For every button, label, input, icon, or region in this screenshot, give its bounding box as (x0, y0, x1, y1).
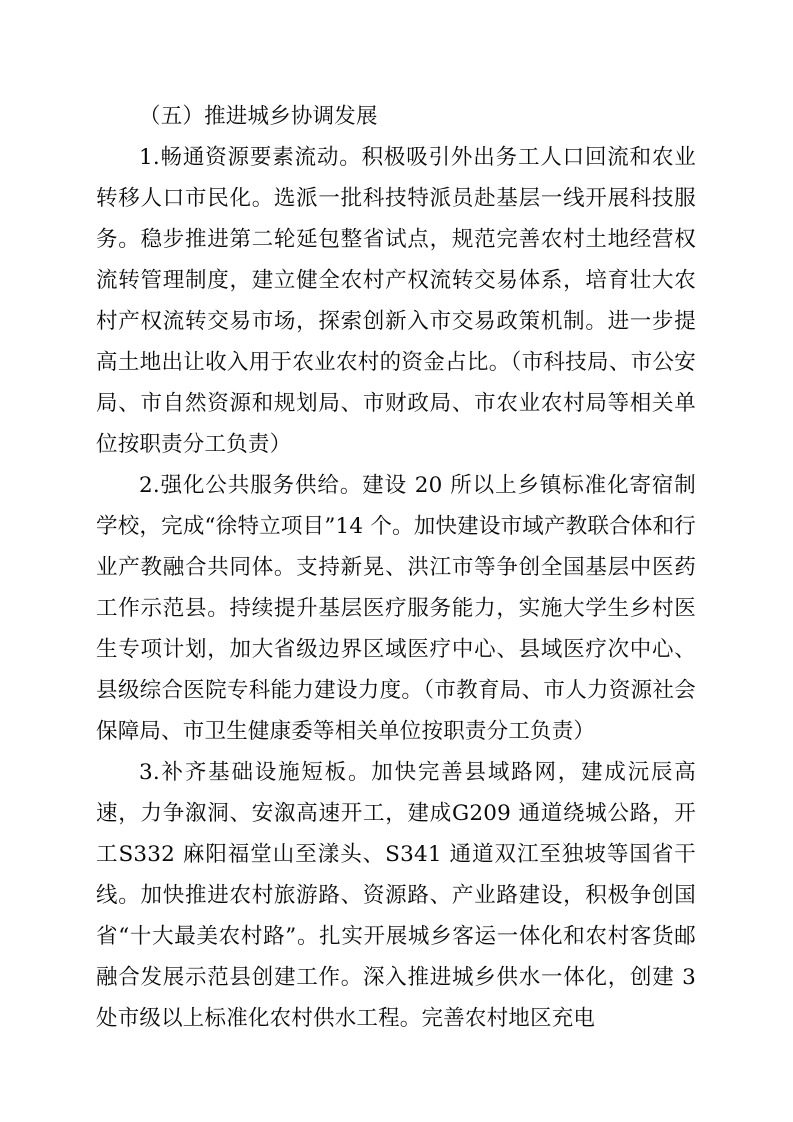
page-text-column (96, 96, 696, 1039)
section-heading: （五）推进城乡协调发展 (139, 104, 378, 129)
body-paragraph-3: 3.补齐基础设施短板。加快完善县域路网，建成沅辰高速，力争溆洞、安溆高速开工，建成G209 通道绕城公路，开工S332 麻阳福堂山至漾头、S341 通道双江至独坡等国省干线。加快推进农村旅游路、资源路、产业路建设，积极争创国省“十大最美农村路”。扎实开展城乡客运一体化和农村客货邮融合发展示范县创建工作。深入推进城乡供水一体化，创建 3 处市级以上标准化农村供水工程。完善农村地区充电 (96, 760, 696, 1031)
body-paragraph-1: 1.畅通资源要素流动。积极吸引外出务工人口回流和农业转移人口市民化。选派一批科技特派员赴基层一线开展科技服务。稳步推进第二轮延包整省试点，规范完善农村土地经营权流转管理制度，建立健全农村产权流转交易体系，培育壮大农村产权流转交易市场，探索创新入市交易政策机制。进一步提高土地出让收入用于农业农村的资金占比。（市科技局、市公安局、市自然资源和规划局、市财政局、市农业农村局等相关单位按职责分工负责） (96, 145, 696, 457)
body-paragraph-2: 2.强化公共服务供给。建设 20 所以上乡镇标准化寄宿制学校，完成“徐特立项目”14 个。加快建设市域产教联合体和行业产教融合共同体。支持新晃、洪江市等争创全国基层中医药工作示范县。持续提升基层医疗服务能力，实施大学生乡村医生专项计划，加大省级边界区域医疗中心、县域医疗次中心、县级综合医院专科能力建设力度。（市教育局、市人力资源社会保障局、市卫生健康委等相关单位按职责分工负责） (96, 473, 696, 744)
